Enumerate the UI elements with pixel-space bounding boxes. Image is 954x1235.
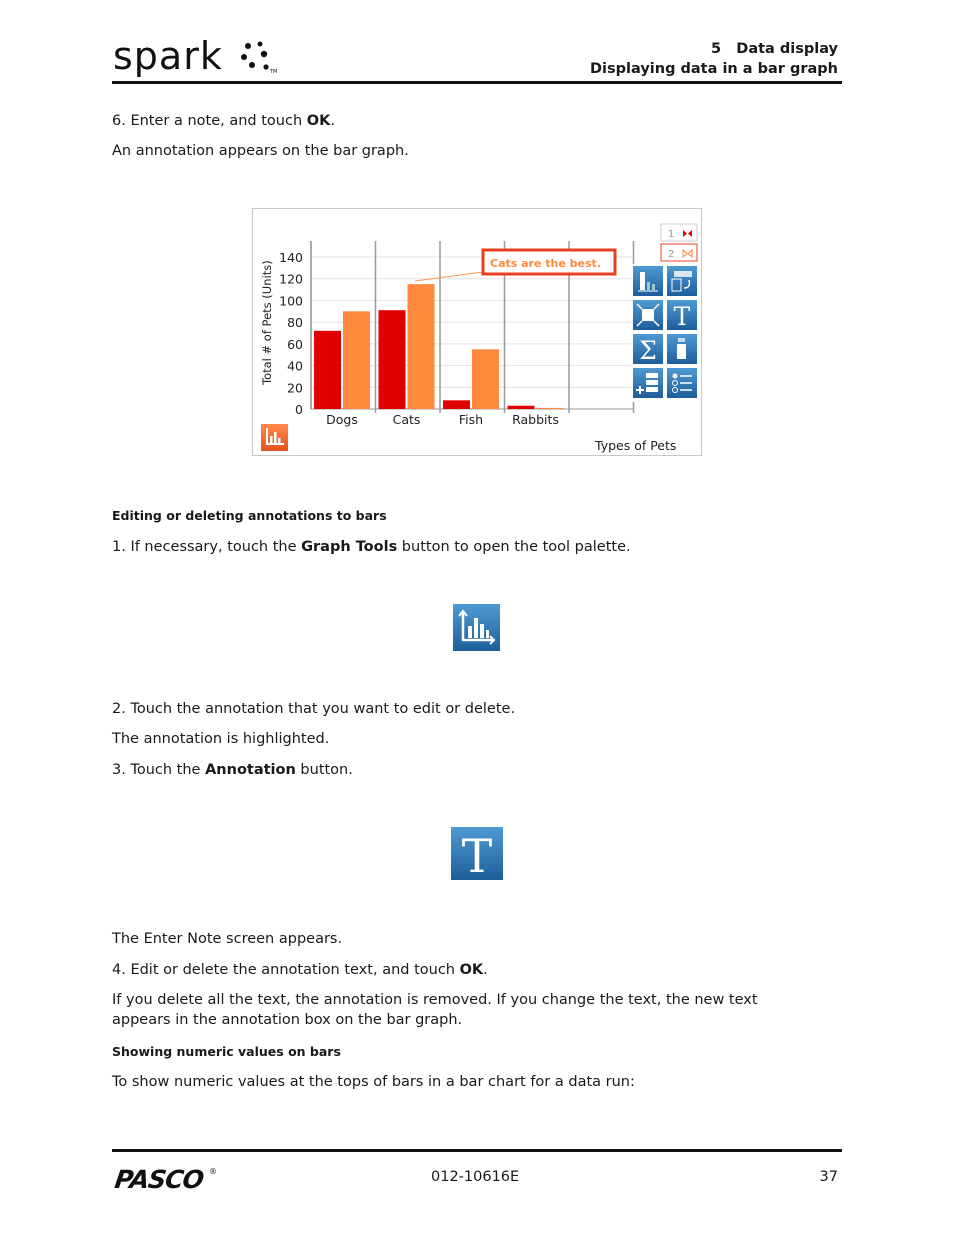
step-4 xyxy=(112,960,488,980)
graph-tools-button[interactable] xyxy=(453,604,500,651)
pasco-wordmark: PASCO xyxy=(112,1165,206,1194)
statistics-tool[interactable] xyxy=(633,334,663,364)
y-tick-label: 20 xyxy=(287,380,303,396)
bar-cats-run-2[interactable] xyxy=(408,284,435,409)
run-select-tool[interactable] xyxy=(667,266,697,296)
svg-text:Σ: Σ xyxy=(639,336,657,364)
footer-rule xyxy=(112,1149,842,1152)
y-tick-label: 40 xyxy=(287,358,303,374)
y-tick-label: 80 xyxy=(287,315,303,331)
registered-mark: ® xyxy=(208,1167,217,1176)
graph-tools-icon xyxy=(261,424,288,451)
spark-dots-icon xyxy=(240,40,280,74)
delete-text-line-2: appears in the annotation box on the bar graph. xyxy=(112,1012,463,1028)
svg-text:TM: TM xyxy=(270,69,278,74)
heading-editing-annotations: Editing or deleting annotations to bars xyxy=(112,508,387,523)
heading-numeric-values: Showing numeric values on bars xyxy=(112,1044,341,1059)
step-3-text: 3. Touch the xyxy=(112,762,206,778)
run-1-label: 1 xyxy=(668,229,675,240)
annotation-appears-text: An annotation appears on the bar graph. xyxy=(112,143,409,159)
bar-dogs-run-1[interactable] xyxy=(314,331,341,409)
header-rule xyxy=(112,81,842,84)
bar-fish-run-1[interactable] xyxy=(443,400,470,409)
running-header xyxy=(590,39,838,79)
step-6-period: . xyxy=(330,113,335,129)
enter-note-text: The Enter Note screen appears. xyxy=(112,931,343,947)
sigma-icon xyxy=(633,334,663,364)
x-category-label: Cats xyxy=(392,412,421,427)
tool-palette xyxy=(631,264,701,402)
step-4-period: . xyxy=(483,962,488,978)
annotation-label: Annotation xyxy=(205,762,296,778)
legend-list-icon xyxy=(667,368,697,398)
bar-fish-run-2[interactable] xyxy=(472,349,499,409)
bar-rabbits-run-2[interactable] xyxy=(537,408,564,409)
pasco-logo xyxy=(112,1165,217,1194)
y-tick-label: 100 xyxy=(279,293,303,309)
svg-text:T: T xyxy=(461,829,493,880)
highlighted-text: The annotation is highlighted. xyxy=(112,731,330,747)
bar-cats-run-1[interactable] xyxy=(379,310,406,409)
run-2-label: 2 xyxy=(668,249,675,260)
x-category-label: Dogs xyxy=(326,412,358,427)
annotation-large-t-icon xyxy=(451,827,503,880)
run-select-icon xyxy=(667,266,697,296)
annotation-t-icon xyxy=(667,300,697,330)
sort-tool[interactable] xyxy=(633,368,663,398)
step-1-text: 1. If necessary, touch the xyxy=(112,539,302,555)
graph-tools-button-in-graph[interactable] xyxy=(261,424,288,451)
graph-tools-label: Graph Tools xyxy=(301,539,398,555)
step-1 xyxy=(112,537,631,557)
ok-label-2: OK xyxy=(459,962,484,978)
step-3-tail: button. xyxy=(295,762,353,778)
step-3 xyxy=(112,760,353,780)
bar-dogs-run-2[interactable] xyxy=(343,311,370,409)
x-axis-label: Types of Pets xyxy=(595,438,677,453)
annotation-tool[interactable] xyxy=(667,300,697,330)
delete-text-line-1: If you delete all the text, the annotation is removed. If you change the text, the new text xyxy=(112,992,758,1008)
y-tick-label: 60 xyxy=(287,336,303,352)
step-1-tail: button to open the tool palette. xyxy=(397,539,631,555)
x-category-label: Fish xyxy=(458,412,484,427)
y-tick-label: 120 xyxy=(279,271,303,287)
spark-wordmark: spark xyxy=(113,34,223,78)
step-2: 2. Touch the annotation that you want to edit or delete. xyxy=(112,701,516,717)
document-number: 012-10616E xyxy=(431,1169,520,1185)
ok-label: OK xyxy=(306,113,331,129)
bar-type-tool[interactable] xyxy=(633,266,663,296)
scale-to-fit-icon xyxy=(633,300,663,330)
y-tick-label: 0 xyxy=(295,402,303,417)
legend-tool[interactable] xyxy=(667,368,697,398)
annotation-button[interactable] xyxy=(451,827,503,880)
step-4-text: 4. Edit or delete the annotation text, and touch xyxy=(112,962,460,978)
chapter-title: 5 Data display xyxy=(711,41,838,57)
section-title: Displaying data in a bar graph xyxy=(590,61,838,77)
annotation-leader-line xyxy=(415,272,483,281)
annotation-text: Cats are the best. xyxy=(490,257,601,270)
svg-text:T: T xyxy=(673,302,691,330)
step-6 xyxy=(112,111,335,131)
bar-rabbits-run-1[interactable] xyxy=(508,406,535,409)
bar-values-icon xyxy=(667,334,697,364)
graph-tools-large-icon xyxy=(453,604,500,651)
numeric-values-text: To show numeric values at the tops of bars in a bar chart for a data run: xyxy=(112,1074,635,1090)
scale-to-fit-tool[interactable] xyxy=(633,300,663,330)
step-6-text: 6. Enter a note, and touch xyxy=(112,113,307,129)
x-category-label: Rabbits xyxy=(512,412,559,427)
page-number: 37 xyxy=(819,1169,838,1185)
bar-graph-screenshot xyxy=(252,208,702,456)
sort-icon xyxy=(633,368,663,398)
bar-type-icon xyxy=(633,266,663,296)
y-axis-label: Total # of Pets (Units) xyxy=(260,260,274,385)
show-values-tool[interactable] xyxy=(667,334,697,364)
spark-logo xyxy=(113,34,278,78)
y-tick-label: 140 xyxy=(279,250,303,265)
